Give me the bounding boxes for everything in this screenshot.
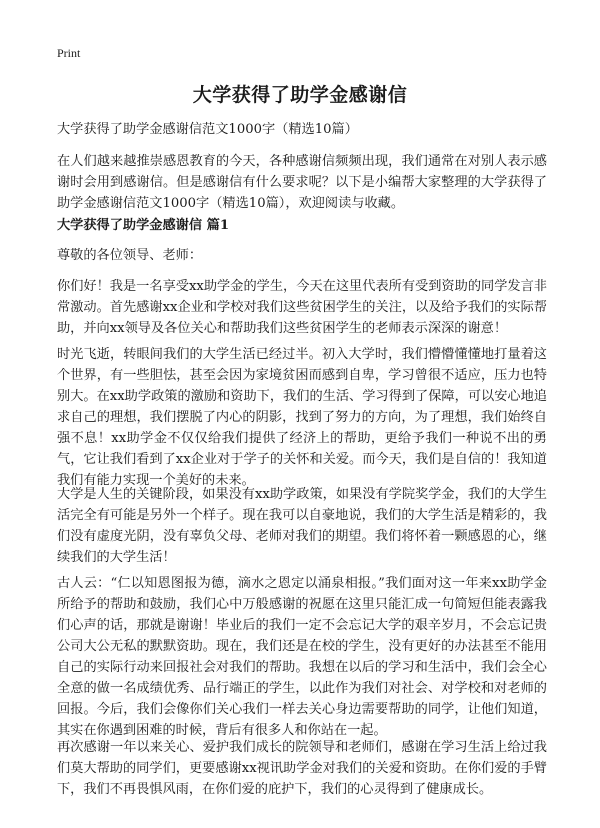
intro-paragraph: 在人们越来越推崇感恩教育的今天，各种感谢信频频出现，我们通常在对别人表示感谢时会用到感谢信。但是感谢信有什么要求呢？以下是小编帮大家整理的大学获得了助学金感谢信范文1000字（精选10篇），欢迎阅读与收藏。 xyxy=(57,154,547,211)
body-paragraph-2: 时光飞逝，转眼间我们的大学生活已经过半。初入大学时，我们懵懵懂懂地打量着这个世界，有一些胆怯，甚至会因为家境贫困而感到自卑，学习曾很不适应，压力也特别大。在xx助学政策的激励和资助下，我们的生活、学习得到了保障，可以安心地追求自己的理想，我们摆脱了内心的阴影，找到了努力的方向，为了理想，我们始终自强不息！xx助学金不仅仅给我们提供了经济上的帮助，更给予我们一种说不出的勇气，它让我们看到了xx企业对于学子的关怀和关爱。而今天，我们是自信的！我知道我们有能力实现一个美好的未来。 xyxy=(57,347,547,488)
document-title: 大学获得了助学金感谢信 xyxy=(192,84,408,106)
body-paragraph-3: 大学是人生的关键阶段，如果没有xx助学政策，如果没有学院奖学金，我们的大学生活完全有可能是另外一个样子。现在我可以自豪地说，我们的大学生活是精彩的，我们没有虚度光阴，没有辜负父母、老师对我们的期望。我们将怀着一颗感恩的心，继续我们的大学生活！ xyxy=(57,487,547,565)
section-heading: 大学获得了助学金感谢信 篇1 xyxy=(57,218,230,233)
document-subtitle: 大学获得了助学金感谢信范文1000字（精选10篇） xyxy=(57,122,358,137)
body-paragraph-5: 再次感谢一年以来关心、爱护我们成长的院领导和老师们，感谢在学习生活上给过我们莫大帮助的同学们，更要感谢xx视讯助学金对我们的关爱和资助。在你们爱的手臂下，我们不再畏惧风雨，在你们爱的庇护下，我们的心灵得到了健康成长。 xyxy=(57,740,547,797)
salutation: 尊敬的各位领导、老师： xyxy=(57,248,203,263)
body-paragraph-4: 古人云：“仁以知恩图报为德，滴水之恩定以涌泉相报。”我们面对这一年来xx助学金所给予的帮助和鼓励，我们心中万般感谢的祝愿在这里只能汇成一句简短但能表露我们心声的话，那就是谢谢！毕业后的我们一定不会忘记大学的艰辛岁月，不会忘记贵公司大公无私的默默资助。现在，我们还是在校的学生，没有更好的办法甚至不能用自己的实际行动来回报社会对我们的帮助。我想在以后的学习和生活中，我们会全心全意的做一名成绩优秀、品行端正的学生，以此作为我们对社会、对学校和对老师的回报。今后，我们会像你们关心我们一样去关心身边需要帮助的同学，让他们知道，其实在你遇到困难的时候，背后有很多人和你站在一起。 xyxy=(57,576,547,738)
print-link[interactable]: Print xyxy=(57,46,81,60)
body-paragraph-1: 你们好！我是一名享受xx助学金的学生，今天在这里代表所有受到资助的同学发言非常激动。首先感谢xx企业和学校对我们这些贫困学生的关注，以及给予我们的实际帮助，并向xx领导及各位关心和帮助我们这些贫困学生的老师表示深深的谢意！ xyxy=(57,279,547,336)
